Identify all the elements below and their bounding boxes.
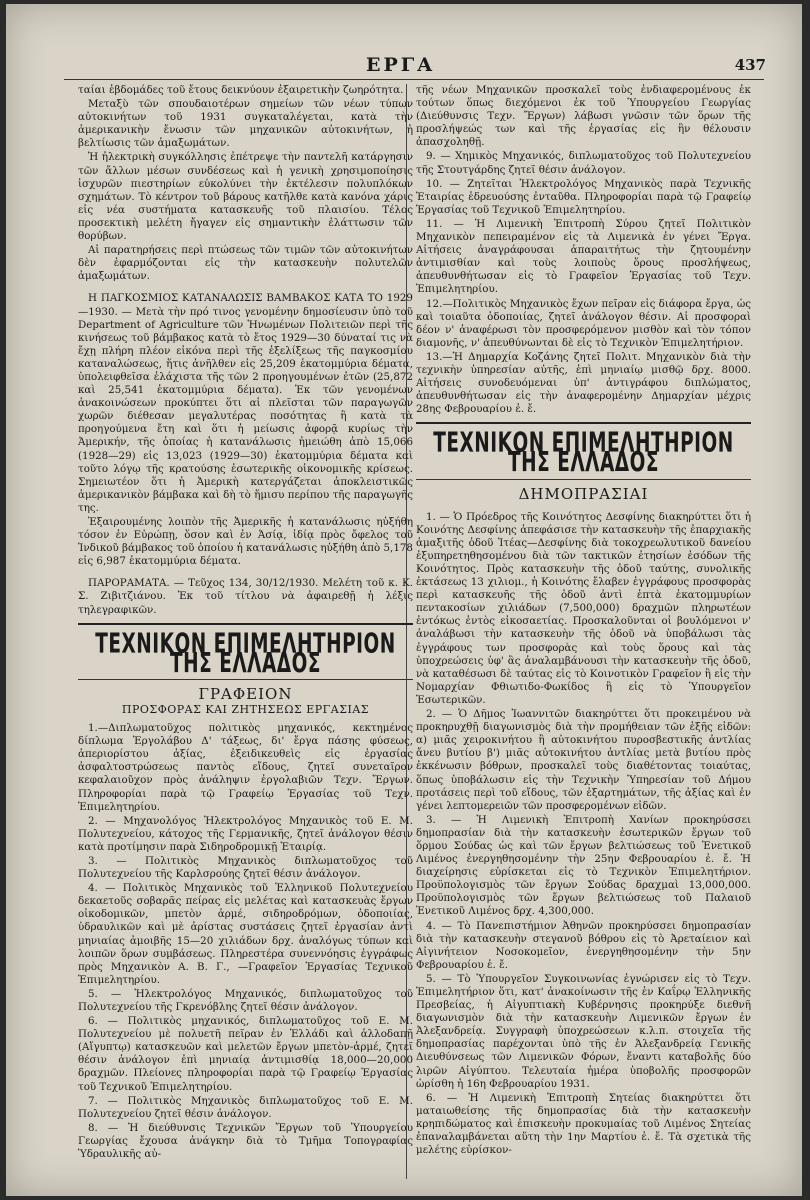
cotton-article: Η ΠΑΓΚΟΣΜΙΟΣ ΚΑΤΑΝΑΛΩΣΙΣ ΒΑΜΒΑΚΟΣ ΚΑΤΑ ΤΟ 1929—1930. — Μετὰ τὴν πρό τινος γενομένην δημοσίευσιν ὑπὸ τοῦ Department of Agriculture τῶν Ἡνωμένων Πολιτειῶν περὶ τῆς κινήσεως τοῦ βάμβακος κατὰ τὸ ἔτος 1929—30 δύναταί τις νὰ ἔχῃ πλήρη πλέον εἰκόνα περὶ τῆς ἐξελίξεως τῆς παγκοσμίου καταναλώσεως, ἥτις ἀνῆλθεν εἰς 25,209 ἑκατομμύρια δέματα, ὑπολειφθεῖσα ἐλάχιστα τῆς τῶν 2 προηγουμένων ἐτῶν (25,872 καὶ 25,541 ἑκατομμύρια δέματα). Ἐκ τῶν γενομένων ἀνακοινώσεων προκύπτει ὅτι αἱ πλεῖσται τῶν παραγωγῶν χωρῶν διέθεσαν μεγαλυτέρας ποσότητας ἢ κατὰ τὰ προηγούμενα ἔτη καὶ ὅτι ἡ μείωσις ἀφορᾷ κυρίως τὴν Ἀμερικήν, τῆς ὁποίας ἡ κατανάλωσις ἠμειώθη ἀπὸ 15,066 (1928—29) εἰς 13,023 (1929—30) ἑκατομμύρια δέματα καὶ τοῦτο λόγῳ τῆς κρατούσης ἐσωτερικῆς οἰκονομικῆς κρίσεως. Σημειωτέον ὅτι ἡ Ἀμερικὴ κατεργάζεται ἀποκλειστικῶς ἀμερικανικὸν βάμβακα καὶ δὴ τὸ ἥμισυ περίπου τῆς παραγωγῆς της. (78, 292, 413, 514)
section-title: ΔΗΜΟΠΡΑΣΙΑΙ (518, 484, 649, 503)
list-item: 10. — Ζητεῖται Ἠλεκτρολόγος Μηχανικὸς παρὰ Τεχνικῆς Ἑταιρίας ἑδρευούσης ἐνταῦθα. Πληροφορίαι παρὰ τῷ Γραφείῳ Ἐργασίας τοῦ Τεχνικοῦ Ἐπιμελητηρίου. (416, 177, 751, 216)
list-item: 6. — Ἡ Λιμενικὴ Ἐπιτροπὴ Σητείας διακηρύττει ὅτι ματαιωθείσης τῆς δημοπρασίας διὰ τὴν κατασκευὴν κρηπιδώματος καὶ ἐπισκευὴν προκυμαίας τοῦ Λιμένος Σητείας ἐπαναλαμβάνεται αὕτη τὴν 1ην Μαρτίου ἐ. ἔ. Τὰ σχετικὰ τῆς μελέτης εὑρίσκον- (416, 1091, 751, 1157)
list-item: 2. — Ὁ Δῆμος Ἰωαννιτῶν διακηρύττει ὅτι προκειμένου νὰ προκηρυχθῇ διαγωνισμὸς διὰ τὴν προμήθειαν τῶν ἑξῆς εἰδῶν: α) μιᾶς χειροκινήτου ἢ αὐτοκινήτου πυροσβεστικῆς ἀντλίας ἄνευ βυτίου β') μιᾶς αὐτοκινήτου ἀντλίας μετὰ βυτίου πρὸς ἐκκένωσιν βόθρων, προσκαλεῖ τοὺς διαθέτοντας τοιαύτας, ὅπως ὑποβάλωσιν εἰς τὴν Τεχνικὴν Ὑπηρεσίαν τοῦ Δήμου προτάσεις περὶ τοῦ εἴδους, τῶν ἐξαρτημάτων, τῆς ἀξίας καὶ ἐν γένει λεπτομερειῶν τῶν προσφερομένων εἰδῶν. (416, 708, 751, 812)
section-subtitle: ΠΡΟΣΦΟΡΑΣ ΚΑΙ ΖΗΤΗΣΕΩΣ ΕΡΓΑΣΙΑΣ (121, 702, 370, 716)
cotton-article-cont: Ἐξαιρουμένης λοιπὸν τῆς Ἀμερικῆς ἡ κατανάλωσις ηὐξήθη τόσον ἐν Εὐρώπῃ, ὅσον καὶ ἐν Ἀσίᾳ, ἰδίᾳ πρὸς ὄφελος τοῦ Ἰνδικοῦ βάμβακος τοῦ ὁποίου ἡ κατανάλωσις ηὐξήθη ἀπὸ 5,178 εἰς 6,987 ἑκατομμύρια δέματα. (78, 516, 413, 568)
erratum-note: ΠΑΡΟΡΑΜΑΤΑ. — Τεῦχος 134, 30/12/1930. Μελέτη τοῦ κ. Κ. Σ. Ζιβιτζιάνου. Ἐκ τοῦ τίτλου νὰ ἀφαιρεθῇ ἡ λέξις τηλεγραφικῶν. (78, 577, 413, 616)
list-item: 7. — Πολιτικὸς Μηχανικὸς διπλωματοῦχος τοῦ Ε. Μ. Πολυτεχνείου ζητεῖ θέσιν ἀνάλογον. (78, 1094, 413, 1120)
list-item: 4. — Τὸ Πανεπιστήμιον Ἀθηνῶν προκηρύσσει δημοπρασίαν διὰ τὴν κατασκευὴν στεγανοῦ βόθρου εἰς τὸ Ἀρεταίειον καὶ Αἰγινήτειον Νοσοκομεῖον, ἐνεργηθησομένην τὴν 5ην Φεβρουαρίου ἐ. ἔ. (416, 919, 751, 971)
section-rule (78, 623, 413, 625)
chamber-banner: ΤΕΧΝΙΚΟΝ ΕΠΙΜΕΛΗΤΗΡΙΟΝ ΤΗΣ ΕΛΛΑΔΟΣ (433, 427, 734, 479)
chamber-banner: ΤΕΧΝΙΚΟΝ ΕΠΙΜΕΛΗΤΗΡΙΟΝ ΤΗΣ ΕΛΛΑΔΟΣ (95, 628, 396, 680)
list-item: 5. — Ἠλεκτρολόγος Μηχανικός, διπλωματοῦχος τοῦ Πολυτεχνείου τῆς Γκρενόβλης ζητεῖ θέσιν ἀνάλογον. (78, 987, 413, 1013)
header-rule (64, 79, 764, 80)
paragraph: Αἱ παρατηρήσεις περὶ πτώσεως τῶν τιμῶν τῶν αὐτοκινήτων δὲν ἐφαρμόζονται εἰς τὴν κατασκευὴν πολυτελῶν ἀμαξωμάτων. (78, 244, 413, 283)
paragraph: Ἡ ἠλεκτρικὴ συγκόλλησις ἐπέτρεψε τὴν παντελῆ κατάργησιν τῶν ἄλλων μέσων συνδέσεως καὶ ἡ γενικὴ χρησιμοποίησις ἰσχυρῶν πιεστηρίων εὐκολύνει τὴν ἐκτέλεσιν πολυπλόκων σχημάτων. Τὸ κέντρον τοῦ βάρους κατῆλθε κατὰ κανόνα χάρις εἰς νέα συστήματα κατασκευῆς τοῦ πλαισίου. Τέλος προσεκτικὴ μελέτη ἤγαγεν εἰς σημαντικὴν ἐλάττωσιν τῶν θορύβων. (78, 151, 413, 243)
right-column (416, 84, 751, 1158)
running-header (6, 54, 802, 78)
paragraph: ταίαι ἑβδομάδες τοῦ ἔτους δεικνύουν ἐξαιρετικὴν ζωηρότητα. (78, 84, 404, 96)
page-number: 437 (734, 56, 766, 74)
paragraph: Μεταξὺ τῶν σπουδαιοτέρων σημείων τῶν νέων τύπων αὐτοκινήτων τοῦ 1931 συγκαταλέγεται, κατὰ τὴν ἀμερικανικὴν ἔνωσιν τῶν μηχανικῶν αὐτοκινήτων, ἡ βελτίωσις τῶν ἀμαξωμάτων. (78, 98, 413, 150)
list-item: 6. — Πολιτικὸς μηχανικός, διπλωματοῦχος τοῦ Ε. Μ. Πολυτεχνείου μὲ πολυετῆ πεῖραν ἐν Ἑλλάδι καὶ ἀλλοδαπῇ (Αἴγυπτῳ) κατασκευῶν καὶ μελετῶν ἔργων μπετὸν-ἀρμέ, ζητεῖ θέσιν ἀνάλογον ἐπὶ μηνιαίᾳ ἀντιμισθίᾳ 18,000—20,000 δραχμῶν. Πλείονες πληροφορίαι παρὰ τῷ Γραφείῳ Ἐργασίας τοῦ Τεχνικοῦ Ἐπιμελητηρίου. (78, 1015, 413, 1093)
list-item: 13.—Ἡ Δημαρχία Κοζάνης ζητεῖ Πολιτ. Μηχανικὸν διὰ τὴν τεχνικὴν ὑπηρεσίαν αὐτῆς, ἐπὶ μηνιαίῳ μισθῷ δρχ. 8000. Αἰτήσεις συνοδευόμεναι ὑπ' ἀντιγράφου διπλώματος, ἀπευθυνθήτωσαν εἰς τὴν ἀναφερομένην Δημαρχίαν μέχρις 28ης Φεβρουαρίου ἐ. ἔ. (416, 350, 751, 416)
list-item: 8. — Ἡ διεύθυνσις Τεχνικῶν Ἔργων τοῦ Ὑπουργείου Γεωργίας ἔχουσα ἀνάγκην διὰ τὸ Τμῆμα Τοπογραφίας Ὑδραυλικῆς αὐ- (78, 1121, 413, 1161)
list-item: 11. — Ἡ Λιμενικὴ Ἐπιτροπὴ Σύρου ζητεῖ Πολιτικὸν Μηχανικὸν πεπειραμένον εἰς τὰ Λιμενικὰ ἐν γένει Ἔργα. Αἰτήσεις ἀναγράφουσαι ἀπαραιτήτως τὴν ζητουμένην ἀντιμισθίαν καὶ τοὺς λοιποὺς ὅρους προσλήψεως, ἀπευθυνθήτωσαν εἰς τὸ Γραφεῖον Ἐργασίας τοῦ Τεχν. Ἐπιμελητηρίου. (416, 217, 751, 296)
list-item: 2. — Μηχανολόγος Ἠλεκτρολόγος Μηχανικὸς τοῦ Ε. Μ. Πολυτεχνείου, κάτοχος τῆς Γερμανικῆς, ζητεῖ ἀνάλογον θέσιν κατὰ προτίμησιν παρὰ Σιδηροδρομικῇ Ἑταιρίᾳ. (78, 814, 413, 853)
banner-rule (416, 479, 751, 480)
section-title: ΓΡΑΦΕΙΟΝ (198, 684, 293, 703)
list-item: 3. — Πολιτικὸς Μηχανικὸς διπλωματοῦχος τοῦ Πολυτεχνείου τῆς Καρλσρούης ζητεῖ θέσιν ἀνάλογον. (78, 854, 413, 881)
list-item: 3. — Ἡ Λιμενικὴ Ἐπιτροπὴ Χανίων προκηρύσσει δημοπρασίαν διὰ τὴν κατασκευὴν ἐσωτερικῶν ἔργων τοῦ ὅρμου Σούδας ὡς καὶ τῶν ἔργων βελτιώσεως τοῦ Ἐνετικοῦ Λιμένος ἐνεργηθησομένην τὴν 25ην Φεβρουαρίου ἐ. ἔ. Ἡ διαχείρησις εὑρίσκεται εἰς τὸ Τεχνικὸν Ἐπιμελητήριον. Προϋπολογισμὸς τῶν ἔργων Σούδας δραχμαὶ 13,000,000. Προϋπολογισμὸς τῶν ἔργων βελτιώσεως τοῦ Παλαιοῦ Ἐνετικοῦ Λιμένος δρχ. 4,300,000. (416, 813, 751, 918)
list-item: 1. — Ὁ Πρόεδρος τῆς Κοινότητος Δεσφίνης διακηρύττει ὅτι ἡ Κοινότης Δεσφίνης ἀπεφάσισε τὴν κατασκευὴν τῆς ἐπαρχιακῆς ἁμαξιτῆς ὁδοῦ Ἰτέας—Δεσφίνης διὰ τοκοχρεωλυτικοῦ δανείου ἐξυπηρετηθησομένου διὰ τῶν τακτικῶν ἐτησίων ἐσόδων τῆς Κοινότητος. Πρὸς κατασκευὴν τῆς ὁδοῦ ταύτης, συνολικῆς ἐκτάσεως 13 χιλιομ., ἡ Κοινότης ἔλαβεν ἐγγράφους προσφορὰς περὶ κατασκευῆς τῆς ὁδοῦ ἀντὶ ἑπτὰ ἑκατομμυρίων πεντακοσίων χιλιάδων (7,500,000) δραχμῶν πληρωτέων ἐντόκως ἐντὸς εἰκοσαετίας. Προσκαλοῦνται οἱ βουλόμενοι ν' ἀναλάβωσι τὴν κατασκευὴν τῆς ὁδοῦ νὰ ὑποβάλωσι τὰς ἐγγράφους των προσφορὰς καὶ τοὺς ὅρους καὶ τὰς ὑποχρεώσεις ὑφ' ἃς ἀναλαμβάνουσι τὴν κατασκευὴν τῆς ὁδοῦ, νὰ καταθέσωσι δὲ ταύτας εἰς τὸ Κοινοτικὸν Γραφεῖον ἢ εἰς τὴν Νομαρχίαν Φθιωτιδο-Φωκίδος ἢ εἰς τὸ Ὑπουργεῖον Ἐσωτερικῶν. (416, 510, 751, 706)
newspaper-page (6, 4, 802, 1196)
list-item: 4. — Πολιτικὸς Μηχανικὸς τοῦ Ἑλληνικοῦ Πολυτεχνείου δεκαετοῦς σοβαρᾶς πείρας εἰς μελέτας καὶ κατασκευὰς ἔργων οἰκοδομικῶν, μπετὸν ἀρμέ, σιδηροδρόμων, ὁδοποιίας, ὑδραυλικῶν καὶ μὲ ἀρίστας συστάσεις ζητεῖ ἐργασίαν ἀντὶ μηνιαίας ἀμοιβῆς 15—20 χιλιάδων δρχ. ἀναλόγως τύπων καὶ λοιπῶν ὅρων συμβάσεως. Πληρεστέρα συνεννόησις ἐγγράφως πρὸς Μηχανικὸν Α. Β. Γ., —Γραφεῖον Ἐργασίας Τεχνικοῦ Ἐπιμελητηρίου. (78, 882, 413, 986)
paragraph: τῆς νέων Μηχανικῶν προσκαλεῖ τοὺς ἐνδιαφερομένους ἐκ τούτων ὅπως διεχόμενοι ἐκ τοῦ Ὑπουργείου Γεωργίας (Διεύθυνσις Τεχν. Ἔργων) λάβωσι γνῶσιν τῶν ὅρων τῆς προσλήψεώς των καὶ τῆς ἐργασίας εἰς ἣν θέλουσιν ἀπασχοληθῇ. (416, 84, 751, 149)
journal-title: ΕΡΓΑ (366, 54, 435, 76)
list-item: 1.—Διπλωματοῦχος πολιτικὸς μηχανικός, κεκτημένος δίπλωμα Ἐργολάβου Δ' τάξεως, δι' ἔργα πάσης φύσεως, ἀπεριορίστου ἀξίας, ἐξειδικευθεὶς εἰς ἐργασίας ἀσφαλτοστρώσεως παντὸς εἴδους, ζητεῖ συνεταῖρον κεφαλαιοῦχον πρὸς ἀνάληψιν ἐργολαβιῶν Τεχν. Ἔργων. Πληροφορίαι παρὰ τῷ Γραφείῳ Ἐργασίας τοῦ Τεχν. Ἐπιμελητηρίου. (78, 722, 413, 813)
section-rule (416, 422, 751, 424)
list-item: 9. — Χημικὸς Μηχανικός, διπλωματοῦχος τοῦ Πολυτεχνείου τῆς Στουτγάρδης ζητεῖ θέσιν ἀνάλογον. (416, 150, 751, 176)
list-item: 5. — Τὸ Ὑπουργεῖον Συγκοινωνίας ἐγνώρισεν εἰς τὸ Τεχν. Ἐπιμελητήριον ὅτι, κατ' ἀνακοίνωσιν τῆς ἐν Καΐρῳ Ἑλληνικῆς Πρεσβείας, ἡ Αἰγυπτιακὴ Κυβέρνησις προκηρύξε διεθνῆ διαγωνισμὸν διὰ τὴν κατασκευὴν Λιμενικῶν ἔργων ἐν Ἀλεξανδρείᾳ. Συγγραφὴ ὑποχρεώσεων κ.λ.π. στοιχεῖα τῆς δημοπρασίας παρέχονται ὑπὸ τῆς ἐν Ἀλεξανδρείᾳ Γενικῆς Διευθύνσεως τῶν Λιμενικῶν Φόρων, ἔναντι καταβολῆς δύο λιρῶν Αἰγύπτου. Τελευταία ἡμέρα ὑποβολῆς προσφορῶν ὡρίσθη ἡ 16η Φεβρουαρίου 1931. (416, 972, 751, 1090)
left-column (78, 84, 413, 1162)
list-item: 12.—Πολιτικὸς Μηχανικὸς ἔχων πεῖραν εἰς διάφορα ἔργα, ὡς καὶ τοιαῦτα ὁδοποιίας, ζητεῖ ἀνάλογον θέσιν. Αἱ προσφοραὶ δέον ν' ἀναφέρωσι τὸν προσφερόμενον μισθὸν καὶ τὸν τόπον διαμονῆς, ν' ἀπευθύνωνται δὲ εἰς τὸ Τεχνικὸν Ἐπιμελητήριον. (416, 297, 751, 349)
